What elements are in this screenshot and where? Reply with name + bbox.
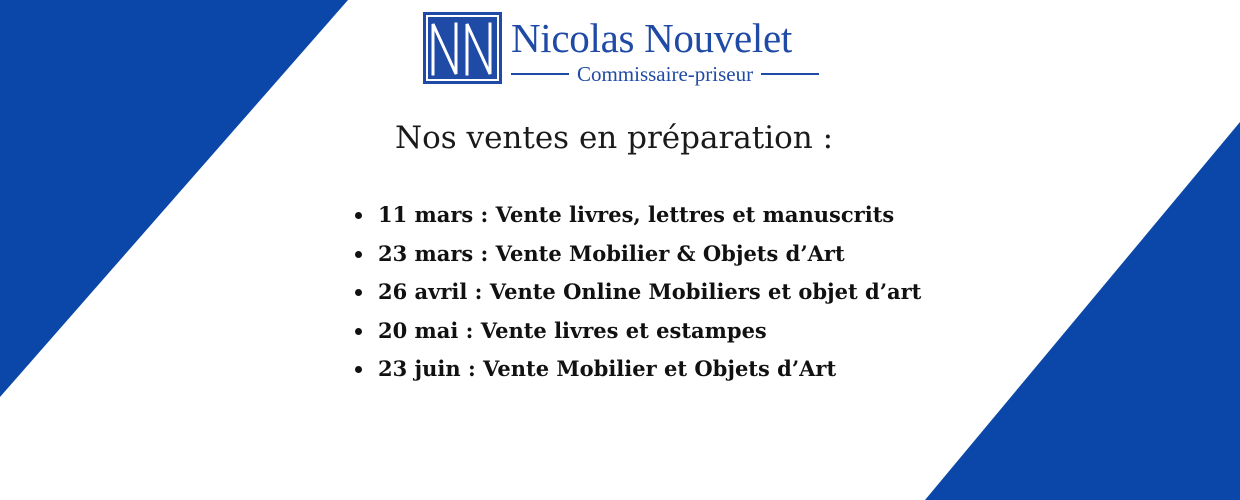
sales-list	[378, 196, 928, 389]
brand-subtitle: Commissaire-priseur	[576, 62, 754, 86]
list-item: 23 mars : Vente Mobilier & Objets d’Art	[378, 235, 928, 274]
left-blue-shape	[0, 0, 348, 397]
logo	[423, 12, 823, 86]
page-title: Nos ventes en préparation :	[395, 120, 834, 156]
list-item: 26 avril : Vente Online Mobiliers et objet d’art	[378, 273, 928, 312]
list-item: 11 mars : Vente livres, lettres et manuscrits	[378, 196, 928, 235]
nn-monogram-icon	[423, 12, 502, 84]
right-blue-shape	[925, 122, 1240, 500]
list-item: 20 mai : Vente livres et estampes	[378, 312, 928, 351]
divider	[511, 73, 569, 75]
brand-subtitle-row	[511, 63, 819, 85]
divider	[761, 73, 819, 75]
brand-name: Nicolas Nouvelet	[511, 15, 792, 61]
list-item: 23 juin : Vente Mobilier et Objets d’Art	[378, 350, 928, 389]
